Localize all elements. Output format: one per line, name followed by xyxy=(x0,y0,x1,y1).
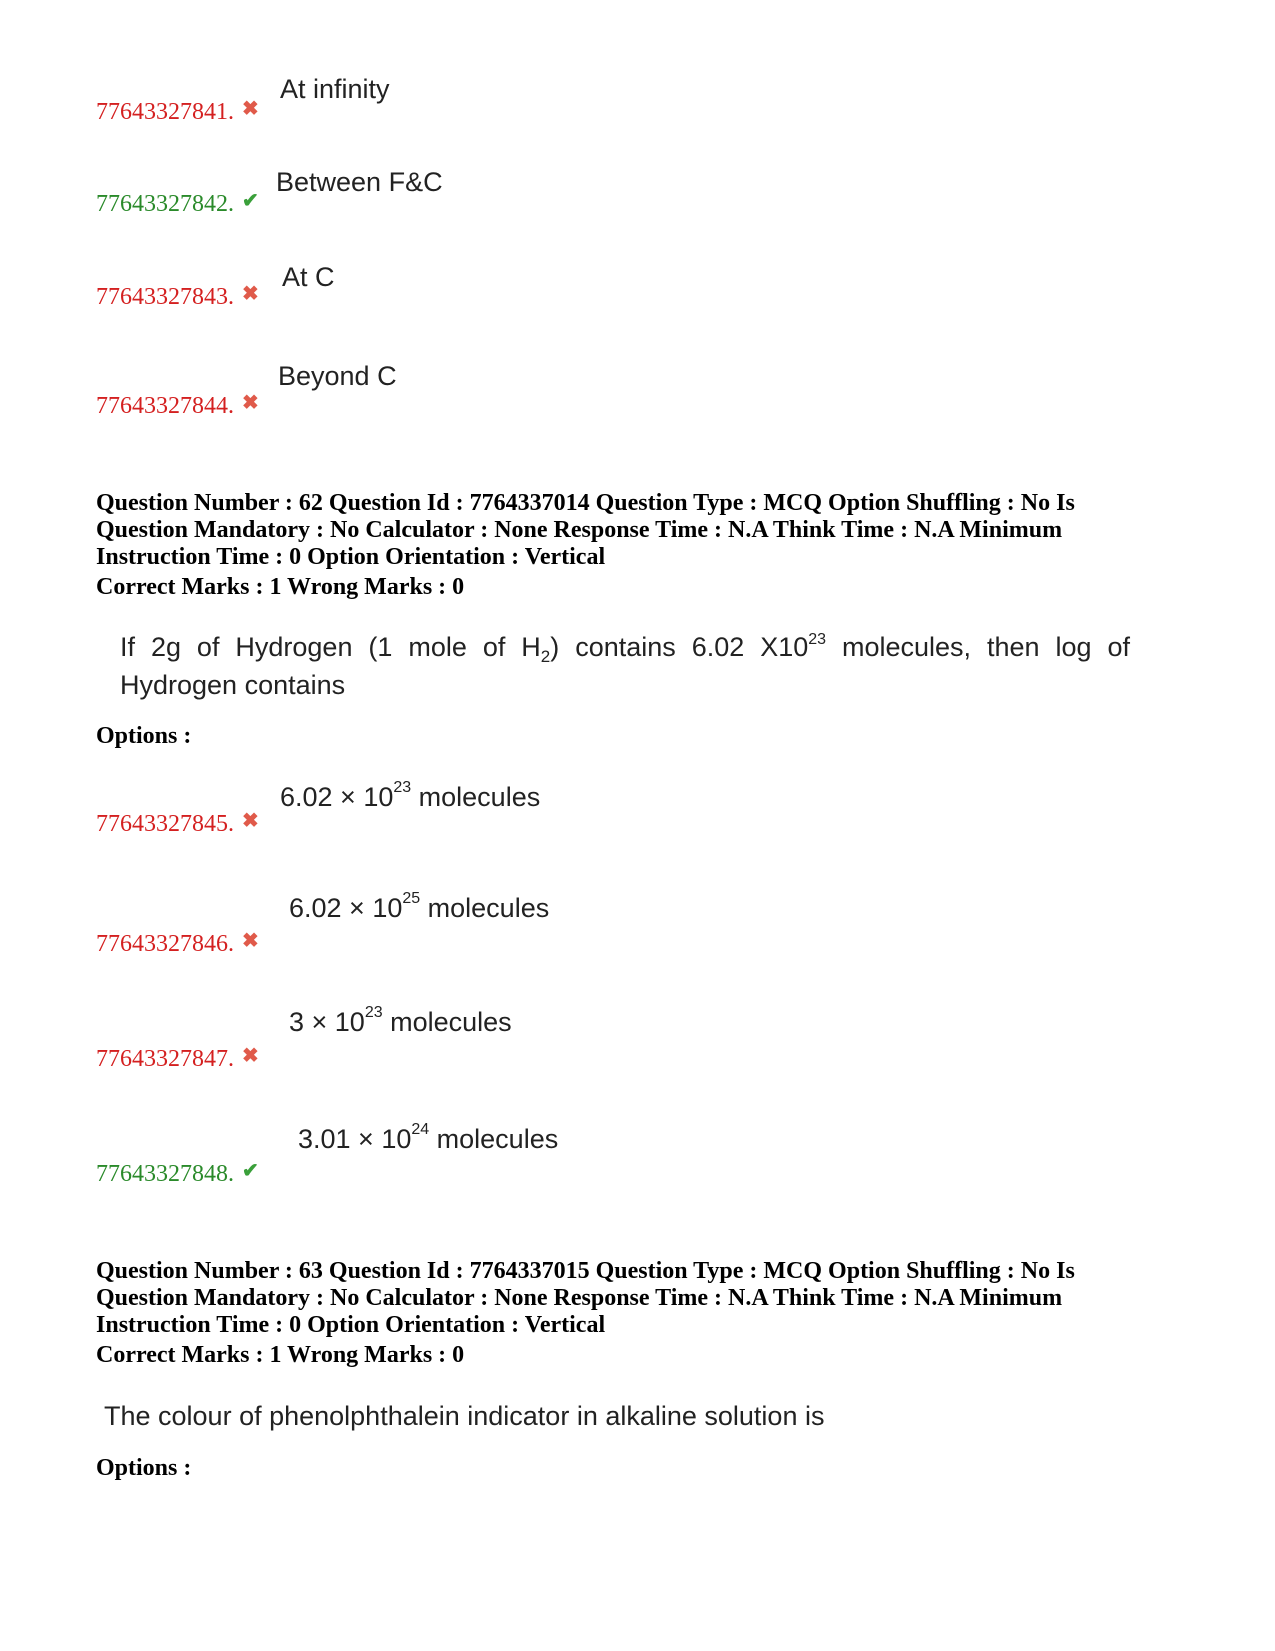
question-62-options-label: Options : xyxy=(96,723,192,749)
cross-icon: ✖ xyxy=(242,98,259,120)
question-63-text: The colour of phenolphthalein indicator in alkaline solution is xyxy=(104,1401,825,1431)
question-62-meta: Question Number : 62 Question Id : 7764337014 Question Type : MCQ Option Shuffling : No Is Question Mandatory : No Calculator : None Response Time : N.A Think Time : N.A Minimum Instruction Time : 0 Option Orientation : Vertical xyxy=(96,490,1075,570)
option-text: $6.02 \times 10^{23}$ molecules xyxy=(280,779,541,812)
cross-icon: ✖ xyxy=(242,1045,259,1067)
option-id: 77643327844. ✖ xyxy=(96,392,259,419)
option-text: At C xyxy=(282,262,335,292)
option-id: 77643327842. ✔ xyxy=(96,190,259,217)
option-text: At infinity xyxy=(280,74,390,104)
check-icon: ✔ xyxy=(242,190,259,212)
option-text: $6.02 \times 10^{25}$ molecules xyxy=(289,890,550,923)
question-63-options-label: Options : xyxy=(96,1455,192,1481)
option-id: 77643327848. ✔ xyxy=(96,1160,259,1187)
question-63-marks: Correct Marks : 1 Wrong Marks : 0 xyxy=(96,1342,465,1368)
option-id: 77643327841. ✖ xyxy=(96,98,259,125)
option-id: 77643327846. ✖ xyxy=(96,930,259,957)
cross-icon: ✖ xyxy=(242,810,259,832)
cross-icon: ✖ xyxy=(242,930,259,952)
check-icon: ✔ xyxy=(242,1160,259,1182)
option-id: 77643327843. ✖ xyxy=(96,283,259,310)
option-id: 77643327845. ✖ xyxy=(96,810,259,837)
question-62-text: If 2g of Hydrogen (1 mole of $H_2$) contains 6.02 $X10^{23}$ molecules, then log of Hydrogen contains xyxy=(120,631,1130,700)
option-text: $3 \times 10^{23}$ molecules xyxy=(289,1004,512,1037)
option-text: Between F&C xyxy=(276,167,443,197)
cross-icon: ✖ xyxy=(242,392,259,414)
option-id: 77643327847. ✖ xyxy=(96,1045,259,1072)
question-62-marks: Correct Marks : 1 Wrong Marks : 0 xyxy=(96,574,465,600)
cross-icon: ✖ xyxy=(242,283,259,305)
question-63-meta: Question Number : 63 Question Id : 7764337015 Question Type : MCQ Option Shuffling : No Is Question Mandatory : No Calculator : None Response Time : N.A Think Time : N.A Minimum Instruction Time : 0 Option Orientation : Vertical xyxy=(96,1258,1075,1338)
option-text: $3.01 \times 10^{24}$ molecules xyxy=(298,1121,559,1154)
option-text: Beyond C xyxy=(278,361,397,391)
